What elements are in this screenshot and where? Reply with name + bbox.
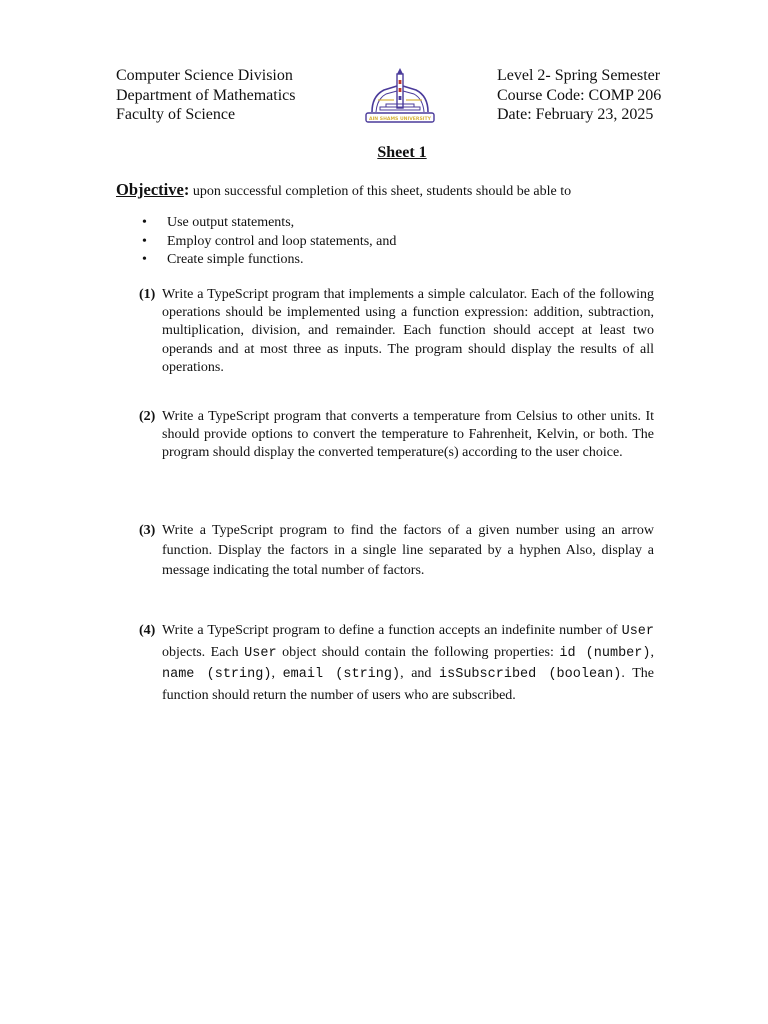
question-number: (4) [139,623,156,638]
code-name-property: name (string) [162,667,272,682]
bullet-dot-icon: • [142,215,147,230]
question-4 [139,621,654,706]
objective-colon: : [183,180,190,199]
course-code: Course Code: COMP 206 [497,86,662,104]
sheet-title-text: Sheet 1 [377,144,427,161]
question-text-part: Write a TypeScript program to define a function accepts an indefinite number of [162,623,622,638]
question-text [162,621,654,706]
question-text: Write a TypeScript program that implements a simple calculator. Each of the following operations should be implemented using a function expression: addition, subtraction, multiplication, division, and remainder. Each function should accept at least two operands and at most three as inputs. The program should display the results of all operations. [162,287,654,375]
bullet-text: Create simple functions. [167,252,304,268]
code-id-property: id (number) [559,645,651,661]
objective-line [116,180,571,200]
bullet-dot-icon: • [142,252,147,268]
logo-banner-text: AIN SHAMS UNIVERSITY [369,117,431,122]
question-text-part: , and [400,666,440,681]
sheet-title [0,144,768,162]
bullet-text: Use output statements, [167,215,295,230]
code-email-property: email (string) [282,667,401,682]
bullet-item [140,214,396,233]
question-text-part: objects. Each [162,644,245,660]
bullet-dot-icon: • [142,233,147,249]
level-semester: Level 2- Spring Semester [497,67,661,84]
question-text-part: , [650,644,654,660]
question-text-part: . The function should return the number of users who are subscribed. [162,666,654,703]
division-name: Computer Science Division [116,67,293,84]
header-left-block [116,66,296,125]
question-number: (3) [139,523,156,538]
faculty-name: Faculty of Science [116,106,236,123]
bullet-item [140,251,396,270]
question-3 [139,521,654,581]
department-name: Department of Mathematics [116,86,296,104]
question-text-part: object should contain the following properties: [276,644,560,660]
question-text: Write a TypeScript program that converts a temperature from Celsius to other units. It should provide options to convert the temperature to Fahrenheit, Kelvin, or both. The program should display the converted temperature(s) according to the user choice. [162,409,654,460]
question-2 [139,408,654,461]
bullet-item [140,233,396,252]
code-user-type: User [621,624,654,639]
objective-bullet-list [140,214,396,270]
question-text: Write a TypeScript program to find the factors of a given number using an arrow function. Display the factors in a single line separated by a hyphen Also, display a message indicating the total number of factors. [162,523,654,578]
code-user-type: User [244,645,277,661]
bullet-text: Employ control and loop statements, and [167,233,397,249]
question-text-part: , [271,666,283,681]
university-logo [364,66,436,126]
question-1 [139,286,654,377]
header-right-block [497,66,661,125]
objective-label: Objective [116,180,184,199]
question-number: (1) [139,287,156,302]
code-issubscribed-property: isSubscribed (boolean) [439,667,622,682]
university-logo-graphic [364,66,436,126]
objective-text: upon successful completion of this sheet, students should be able to [189,184,572,199]
sheet-date: Date: February 23, 2025 [497,106,654,123]
question-number: (2) [139,409,156,424]
